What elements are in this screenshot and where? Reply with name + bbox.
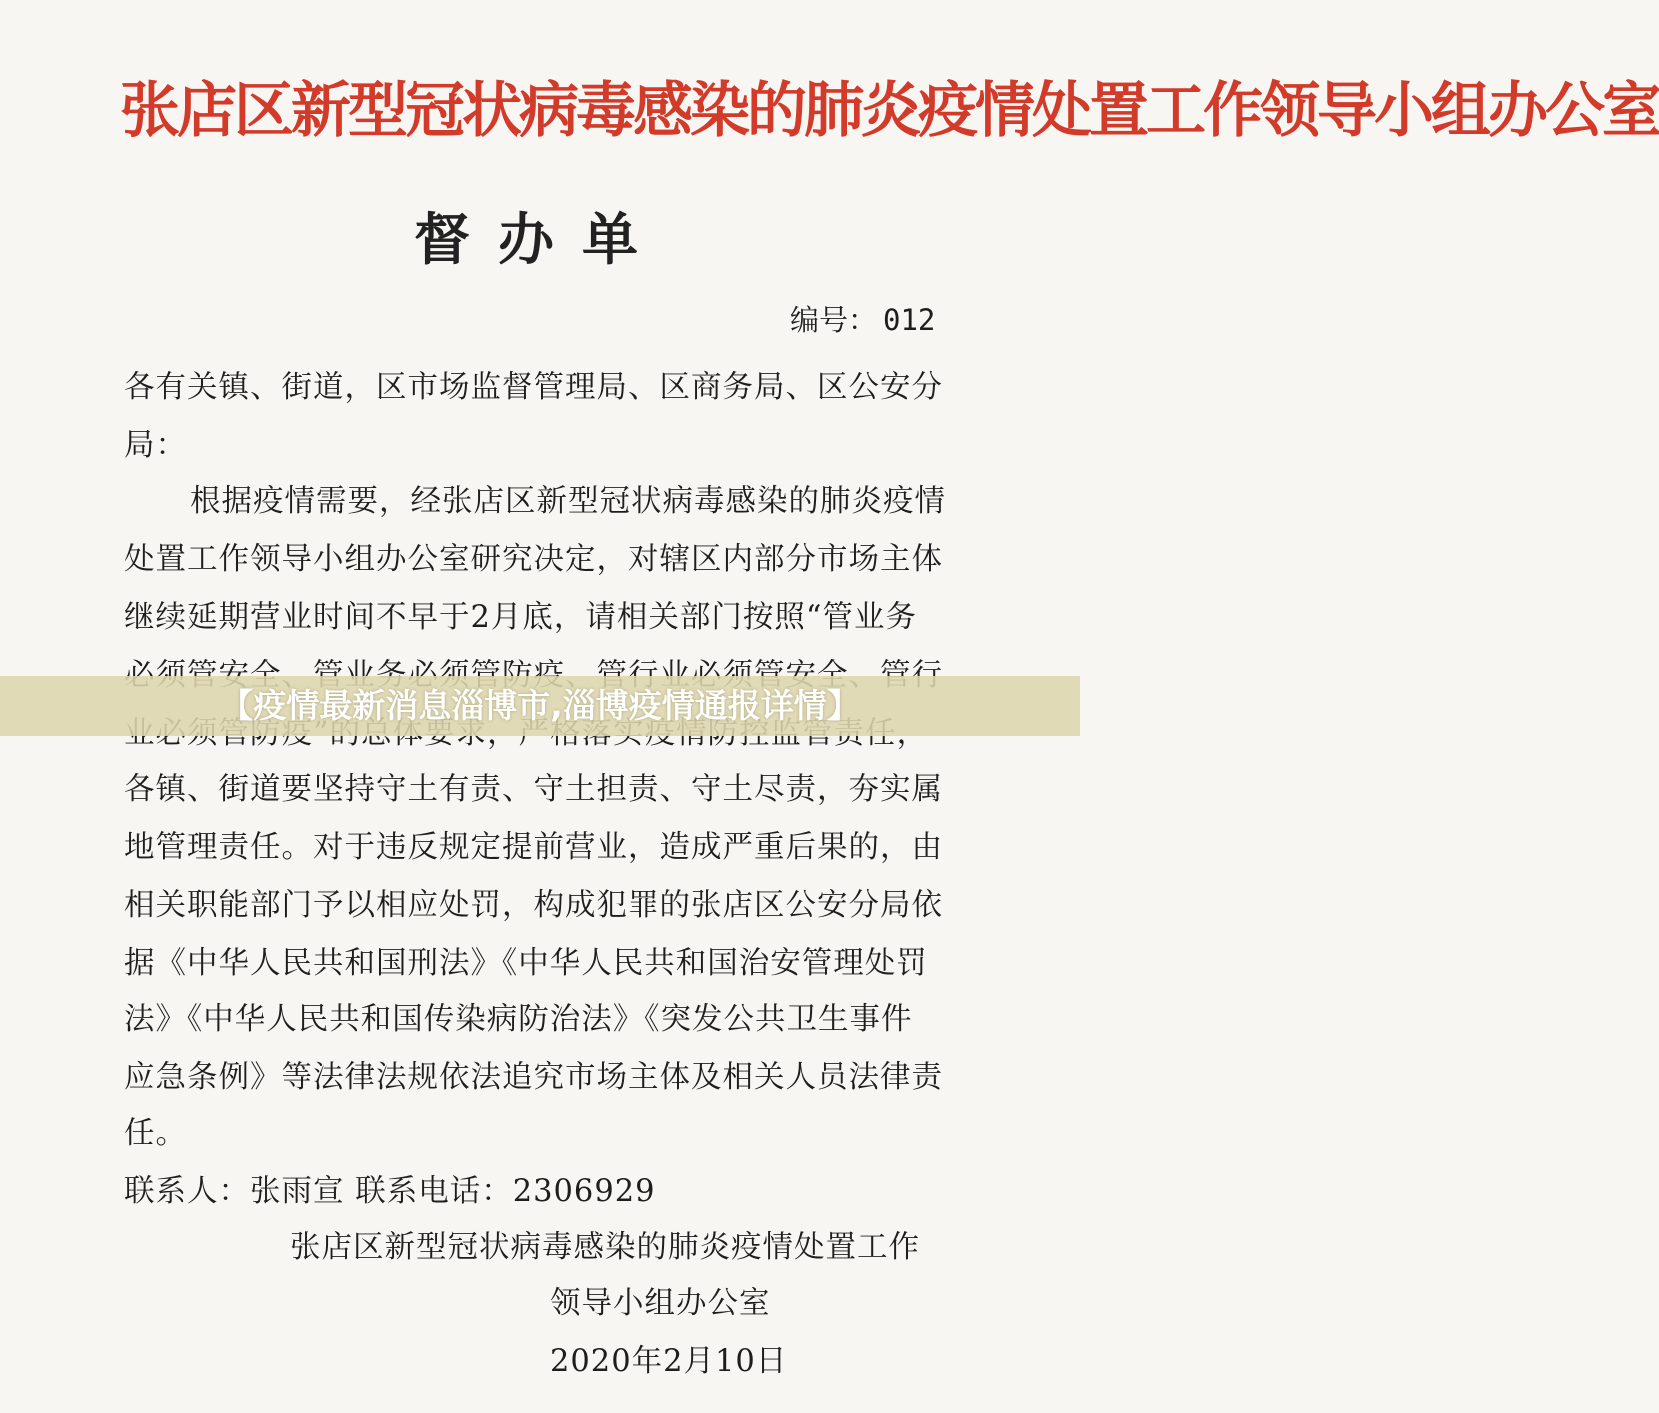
document-title: 督办单 — [414, 207, 666, 273]
body-paragraph-line: 地管理责任。对于违反规定提前营业，造成严重后果的，由 — [124, 830, 943, 865]
contact-line: 联系人：张雨宣 联系电话：2306929 — [124, 1174, 656, 1209]
body-paragraph-line: 任。 — [124, 1116, 187, 1151]
body-paragraph-line: 继续延期营业时间不早于2月底，请相关部门按照“管业务 — [124, 600, 917, 635]
issuing-office-header: 张店区新型冠状病毒感染的肺炎疫情处置工作领导小组办公室 — [120, 76, 1659, 146]
document-number-value: 012 — [883, 303, 936, 337]
body-paragraph-line: 据《中华人民共和国刑法》《中华人民共和国治安管理处罚 — [124, 946, 928, 981]
signature-date: 2020年2月10日 — [550, 1344, 788, 1379]
body-paragraph-line: 各镇、街道要坚持守土有责、守土担责、守土尽责，夯实属 — [124, 772, 943, 807]
caption-banner — [0, 676, 1080, 736]
addressee-line: 各有关镇、街道，区市场监督管理局、区商务局、区公安分 — [124, 370, 943, 405]
document-number-label: 编号： — [790, 303, 878, 337]
body-paragraph-line: 根据疫情需要，经张店区新型冠状病毒感染的肺炎疫情 — [190, 484, 946, 519]
signature-office-line: 领导小组办公室 — [550, 1286, 771, 1321]
caption-banner-text: 【疫情最新消息淄博市,淄博疫情通报详情】 — [220, 686, 860, 725]
body-paragraph-line: 处置工作领导小组办公室研究决定，对辖区内部分市场主体 — [124, 542, 943, 577]
body-paragraph-line: 应急条例》等法律法规依法追究市场主体及相关人员法律责 — [124, 1060, 943, 1095]
signature-office-line: 张店区新型冠状病毒感染的肺炎疫情处置工作 — [290, 1230, 920, 1265]
body-paragraph-line: 法》《中华人民共和国传染病防治法》《突发公共卫生事件 — [124, 1002, 913, 1037]
addressee-line: 局： — [124, 428, 187, 463]
body-paragraph-line: 相关职能部门予以相应处罚，构成犯罪的张店区公安分局依 — [124, 888, 943, 923]
document-number — [790, 298, 960, 342]
